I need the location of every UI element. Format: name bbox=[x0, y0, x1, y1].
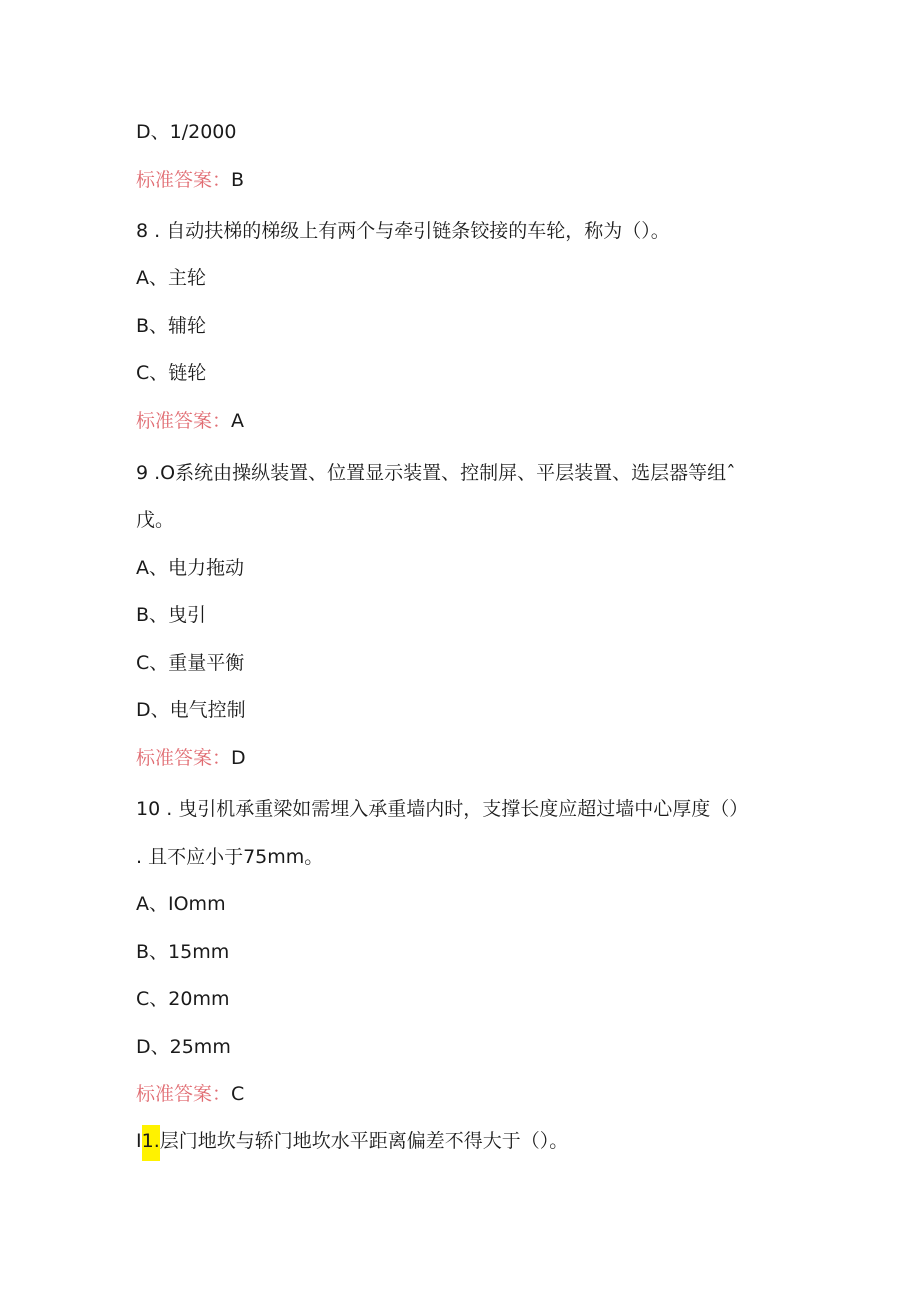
answer-label: 标准答案： bbox=[136, 747, 232, 769]
question-9-option-b: B、曳引 bbox=[136, 604, 207, 626]
question-9-option-a: A、电力拖动 bbox=[136, 557, 244, 579]
answer-8 bbox=[136, 409, 244, 433]
answer-value: B bbox=[231, 169, 245, 191]
question-10-option-c: C、20mm bbox=[136, 988, 230, 1010]
question-8: 8 . 自动扶梯的梯级上有两个与牵引链条铰接的车轮，称为（）。 bbox=[136, 220, 670, 242]
answer-label: 标准答案： bbox=[136, 410, 232, 432]
question-8-option-a: A、主轮 bbox=[136, 267, 206, 289]
question-9-line-2: 戊。 bbox=[136, 509, 175, 531]
option-d-prev: D、1/2000 bbox=[136, 121, 237, 143]
question-9-option-c: C、重量平衡 bbox=[136, 652, 245, 674]
question-9-line-1: 9 .O系统由操纵装置、位置显示装置、控制屏、平层装置、选层器等组ˆ bbox=[136, 462, 736, 484]
answer-value: D bbox=[231, 747, 246, 769]
answer-value: C bbox=[231, 1083, 245, 1105]
question-10-option-a: A、IOmm bbox=[136, 893, 226, 915]
highlight-mark: 1. bbox=[142, 1125, 160, 1161]
question-10-line-1: 10 . 曳引机承重梁如需埋入承重墙内时，支撑长度应超过墙中心厚度（） bbox=[136, 798, 749, 820]
question-10-line-2: . 且不应小于75mm。 bbox=[136, 846, 324, 868]
answer-label: 标准答案： bbox=[136, 169, 232, 191]
question-10-option-d: D、25mm bbox=[136, 1036, 231, 1058]
answer-prev bbox=[136, 168, 244, 192]
question-10-option-b: B、15mm bbox=[136, 941, 230, 963]
question-8-option-c: C、链轮 bbox=[136, 362, 207, 384]
answer-10 bbox=[136, 1082, 244, 1106]
answer-label: 标准答案： bbox=[136, 1083, 232, 1105]
question-11 bbox=[136, 1129, 568, 1161]
answer-value: A bbox=[231, 410, 245, 432]
question-9-option-d: D、电气控制 bbox=[136, 699, 246, 721]
question-8-option-b: B、辅轮 bbox=[136, 315, 207, 337]
answer-9 bbox=[136, 746, 246, 770]
question-11-text: 层门地坎与轿门地坎水平距离偏差不得大于（）。 bbox=[159, 1130, 569, 1152]
question-11-prefix: I bbox=[136, 1130, 142, 1152]
